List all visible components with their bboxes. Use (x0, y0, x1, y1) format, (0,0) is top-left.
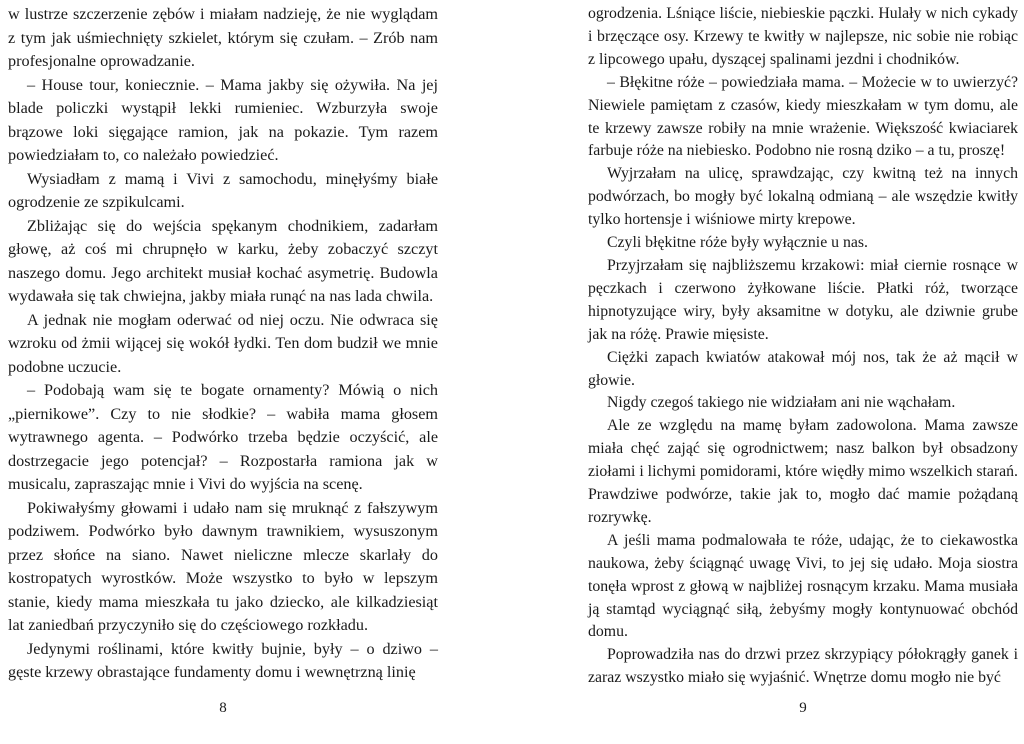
paragraph: A jeśli mama podmalowała te róże, udając, że to ciekawostka naukowa, żeby ściągnąć uwagę Vivi, to jej się udało. Moja siostra tonęła wprost z głową w najbliżej rosnącym krzaku. Mama musiała ją stamtąd wyciągnąć siłą, żebyśmy mogły kontynuować obchód domu. (588, 531, 1018, 641)
paragraph: – House tour, koniecznie. – Mama jakby się ożywiła. Na jej blade policzki wystąpił lekki rumieniec. Wzburzyła swoje brązowe loki sięgające ramion, jak na pokazie. Tym razem powiedziałam to, co należało powiedzieć. (8, 75, 438, 164)
page-number: 9 (799, 700, 807, 716)
page-number: 8 (219, 700, 227, 716)
paragraph: A jednak nie mogłam oderwać od niej oczu. Nie odwraca się wzroku od żmii wijącej się wokół łydki. Ten dom budził we mnie podobne uczucie. (8, 310, 438, 376)
paragraph: Przyjrzałam się najbliższemu krzakowi: miał ciernie rosnące w pęczkach i czerwono żyłkowane liście. Płatki róż, tworzące hipnotyzujące wiry, były aksamitne w dotyku, ale dziwnie grube jak na różę. Prawie mięsiste. (588, 256, 1018, 343)
paragraph: Zbliżając się do wejścia spękanym chodnikiem, zadarłam głowę, aż coś mi chrupnęło w karku, żeby zobaczyć szczyt naszego domu. Jego architekt musiał kochać asymetrię. Budowla wydawała się tak chwiejna, jakby miała runąć na nas lada chwila. (8, 216, 438, 305)
paragraph: Pokiwałyśmy głowami i udało nam się mruknąć z fałszywym podziwem. Podwórko było dawnym trawnikiem, wysuszonym przez słońce na siano. Nawet nieliczne mlecze skarlały do kostropatych wyrostków. Może wszystko to było w lepszym stanie, kiedy mama mieszkała tu jako dziecko, ale kilkadziesiąt lat zaniedbań przyczyniło się do częściowego rozkładu. (8, 498, 438, 634)
right-page (512, 0, 1024, 744)
paragraph: Wysiadłam z mamą i Vivi z samochodu, minęłyśmy białe ogrodzenie ze szpikulcami. (8, 169, 438, 211)
paragraph: ogrodzenia. Lśniące liście, niebieskie pączki. Hulały w nich cykady i brzęczące osy. Krzewy te kwitły w najlepsze, nic sobie nie robiąc z lipcowego upału, dyszącej spalinami jezdni i chodników. (588, 5, 1018, 68)
left-page-body (8, 3, 438, 685)
paragraph: Ciężki zapach kwiatów atakował mój nos, tak że aż mącił w głowie. (588, 348, 1018, 389)
paragraph: Nigdy czegoś takiego nie widziałam ani nie wąchałam. (607, 394, 956, 412)
paragraph: Wyjrzałam na ulicę, sprawdzając, czy kwitną też na innych podwórzach, bo mogły być lokalną odmianą – ale wszędzie kwitły tylko hortensje i wiśniowe mirty krepowe. (588, 165, 1018, 229)
paragraph: Ale ze względu na mamę byłam zadowolona. Mama zawsze miała chęć zająć się ogrodnictwem; nasz balkon był obsadzony ziołami i lichymi pomidorami, które więdły mimo wszelkich starań. Prawdziwe podwórze, takie jak to, mogło dać mamie pożądaną rozrywkę. (588, 417, 1018, 526)
paragraph: w lustrze szczerzenie zębów i miałam nadzieję, że nie wyglądam z tym jak uśmiechnięty szkielet, którym się czułam. – Zrób nam profesjonalne oprowadzanie. (8, 5, 438, 70)
right-page-body (588, 3, 1018, 690)
paragraph: Poprowadziła nas do drzwi przez skrzypiący półokrągły ganek i zaraz wszystko miało się wyjaśnić. Wnętrze domu mogło nie być (588, 646, 1018, 687)
paragraph: – Błękitne róże – powiedziała mama. – Możecie w to uwierzyć? Niewiele pamiętam z czasów, kiedy mieszkałam w tym domu, ale te krzewy zawsze robiły na mnie wrażenie. Większość kwiaciarek farbuje róże na niebiesko. Podobno nie rosną dziko – a tu, proszę! (588, 73, 1018, 160)
paragraph: Czyli błękitne róże były wyłącznie u nas. (607, 234, 869, 252)
paragraph: Jedynymi roślinami, które kwitły bujnie, były – o dziwo – gęste krzewy obrastające fundamenty domu i wewnętrzną linię (8, 639, 438, 681)
paragraph: – Podobają wam się te bogate ornamenty? Mówią o nich „piernikowe”. Czy to nie słodkie? – wabiła mama głosem wytrawnego agenta. – Podwórko trzeba będzie oczyścić, ale dostrzegacie jego potencjał? – Rozpostarła ramiona jak w musicalu, zapraszając mnie i Vivi do wyjścia na scenę. (8, 381, 438, 493)
